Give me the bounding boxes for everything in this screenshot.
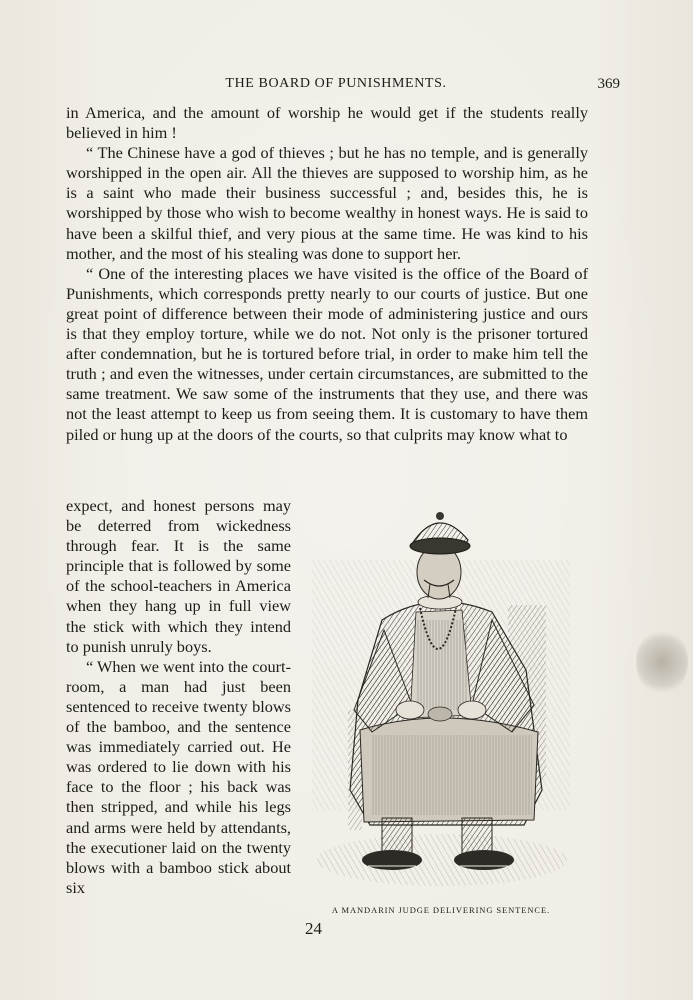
paragraph-3: “ One of the interesting places we have visited is the office of the Board of Punishments, which corresponds pretty nearly to our courts of justice. But one great point of difference between their mode of administering justice and ours is that they employ torture, while we do not. Not only is the prisoner tortured after condemnation, but he is tortured before trial, in order to make him tell the truth ; and even the witnesses, under certain circumstances, are submitted to the same treatment. We saw some of the instruments that they use, and there was not the least attempt to keep us from seeing them. It is customary to have them piled or hung up at the doors of the courts, so that culprits may know what to (66, 263, 588, 444)
column-text (66, 496, 291, 898)
engraving-drawing (312, 500, 570, 892)
paper-stain (636, 628, 688, 696)
paragraph-2: “ The Chinese have a god of thieves ; but he has no temple, and is generally worshipped in the open air. All the thieves are supposed to worship him, as he is a saint who made their business successful ; and, besides this, he is worshipped by those who wish to become wealthy in honest ways. He is said to have been a skilful thief, and very pious at the same time. He was kind to his mother, and the most of his stealing was done to support her. (66, 143, 588, 263)
signature-mark: 24 (305, 919, 322, 938)
running-title: THE BOARD OF PUNISHMENTS. (225, 76, 447, 91)
illustration-caption: A MANDARIN JUDGE DELIVERING SENTENCE. (331, 905, 551, 915)
column-paragraph-2: “ When we went into the court-room, a man had just been sentenced to receive twenty blows of the bamboo, and the sentence was immediately carried out. He was ordered to lie down with his face to the floor ; his back was then stripped, and while his legs and arms were held by attendants, the executioner laid on the twenty blows with a bamboo stick about six (66, 656, 291, 897)
page-number: 369 (597, 76, 620, 92)
paragraph-1: in America, and the amount of worship he would get if the students really believed in him ! (66, 103, 588, 143)
running-head (66, 76, 620, 96)
full-width-text (66, 103, 588, 445)
column-paragraph-1: expect, and honest persons may be deterred from wickedness through fear. It is the same principle that is followed by some of the school-teachers in America when they hang up in full view the stick with which they intend to punish unruly boys. (66, 496, 291, 656)
engraving-mandarin-judge (312, 500, 570, 892)
